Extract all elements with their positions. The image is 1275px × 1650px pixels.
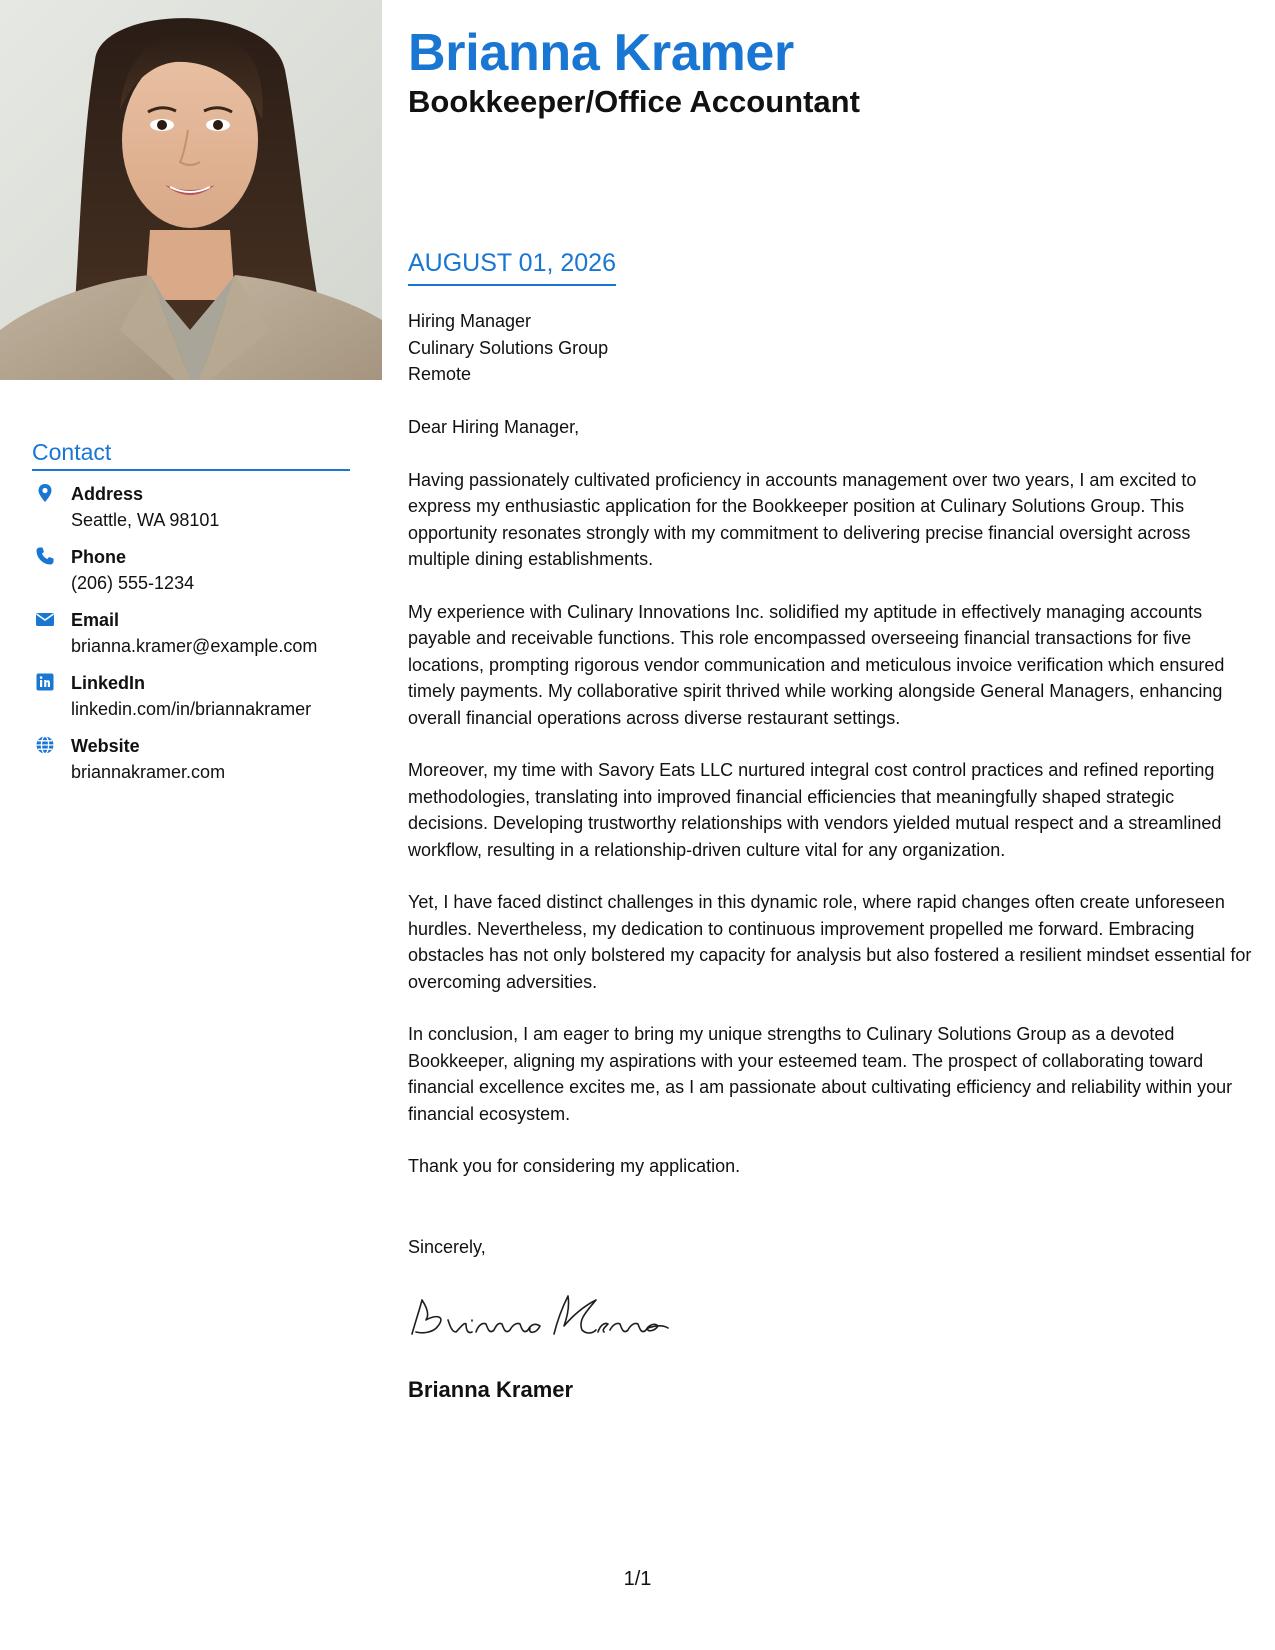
phone-icon (35, 546, 55, 566)
applicant-name: Brianna Kramer (408, 24, 794, 82)
contact-heading: Contact (32, 438, 350, 471)
email-icon (35, 609, 55, 629)
contact-website (32, 735, 372, 798)
closing-line: Sincerely, (408, 1237, 486, 1257)
letter-paragraph: Moreover, my time with Savory Eats LLC nurtured integral cost control practices and refined reporting methodologies, translating into improved financial efficiencies that meaningfully shaped strategic decisions. Developing trustworthy relationships with vendors yielded mutual respect and a streamlined workflow, resulting in a relationship-driven culture vital for any organization. (408, 760, 1222, 860)
contact-value: brianna.kramer@example.com (71, 636, 318, 656)
salutation: Dear Hiring Manager, (408, 417, 580, 437)
contact-label: Email (71, 610, 120, 630)
contact-label: Website (71, 736, 140, 756)
contact-email (32, 609, 372, 672)
page-number: 1/1 (623, 1568, 652, 1590)
contact-linkedin (32, 672, 372, 735)
contact-value: briannakramer.com (71, 762, 226, 782)
contact-value: linkedin.com/in/briannakramer (71, 699, 312, 719)
contact-label: Address (71, 484, 144, 504)
handwritten-signature (406, 1290, 676, 1348)
profile-photo (0, 0, 382, 380)
letter-paragraph: In conclusion, I am eager to bring my unique strengths to Culinary Solutions Group as a devoted Bookkeeper, aligning my aspirations with your esteemed team. The prospect of collaborating toward financial excellence excites me, as I am passionate about cultivating efficiency and reliability within your financial ecosystem. (408, 1024, 1233, 1124)
letter-paragraph: Yet, I have faced distinct challenges in this dynamic role, where rapid changes often create unforeseen hurdles. Nevertheless, my dedication to continuous improvement propelled me forward. Embracing obstacles has not only bolstered my capacity for analysis but also fostered a resilient mindset essential for overcoming adversities. (408, 892, 1252, 992)
letter-paragraph: My experience with Culinary Innovations Inc. solidified my aptitude in effectively managing accounts payable and receivable functions. This role encompassed overseeing financial transactions for five locations, prompting rigorous vendor communication and meticulous invoice verification which ensured timely payments. My collaborative spirit thrived while working alongside General Managers, enhancing overall financial operations across diverse restaurant settings. (408, 601, 1225, 728)
contact-label: LinkedIn (71, 673, 146, 693)
contact-address (32, 483, 372, 546)
linkedin-icon (35, 672, 55, 692)
contact-list (32, 483, 372, 798)
letter-body (408, 414, 1256, 1180)
recipient-location: Remote (408, 364, 472, 384)
recipient-company: Culinary Solutions Group (408, 337, 609, 358)
contact-phone (32, 546, 372, 609)
letter-date: AUGUST 01, 2026 (408, 248, 616, 286)
location-pin-icon (35, 483, 55, 503)
applicant-title: Bookkeeper/Office Accountant (408, 84, 860, 119)
recipient-block (408, 308, 608, 388)
signed-name: Brianna Kramer (408, 1377, 574, 1402)
letter-paragraph: Having passionately cultivated proficiency in accounts management over two years, I am excited to express my enthusiastic application for the Bookkeeper position at Culinary Solutions Group. This opportunity resonates strongly with my commitment to delivering precise financial oversight across multiple dining establishments. (408, 469, 1197, 569)
contact-value: Seattle, WA 98101 (71, 510, 220, 530)
recipient-name: Hiring Manager (408, 311, 532, 331)
globe-icon (35, 735, 55, 755)
contact-value: (206) 555-1234 (71, 573, 195, 593)
contact-label: Phone (71, 547, 127, 567)
thanks-line: Thank you for considering my application. (408, 1156, 741, 1176)
